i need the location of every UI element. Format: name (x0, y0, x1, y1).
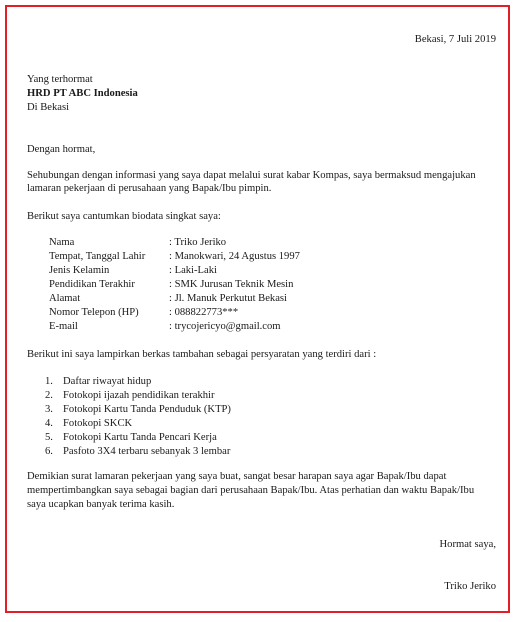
intro-line-2: lamaran pekerjaan di perusahaan yang Bapak/Ibu pimpin. (27, 183, 272, 194)
biodata-label: Tempat, Tanggal Lahir (49, 251, 146, 262)
biodata-intro: Berikut saya cantumkan biodata singkat saya: (27, 211, 221, 222)
attachment-item (45, 375, 151, 388)
biodata-row-gender (49, 264, 217, 277)
biodata-label: Alamat (49, 293, 81, 304)
biodata-value: : Triko Jeriko (169, 237, 227, 248)
recipient-salutation: Yang terhormat (27, 74, 93, 85)
attachment-number: 1. (45, 376, 53, 387)
biodata-row-name (49, 236, 226, 249)
biodata-row-education (49, 278, 293, 291)
attachment-text: Fotokopi SKCK (63, 418, 133, 429)
attachment-text: Fotokopi Kartu Tanda Pencari Kerja (63, 432, 217, 443)
attachment-text: Fotokopi Kartu Tanda Penduduk (KTP) (63, 404, 231, 415)
closing-line-2: mempertimbangkan saya sebagai bagian dari perusahaan Bapak/Ibu. Atas perhatian dan waktu Bapak/Ibu (27, 485, 475, 496)
intro-line-1: Sehubungan dengan informasi yang saya dapat melalui surat kabar Kompas, saya bermaksud mengajukan (27, 170, 476, 181)
biodata-label: Nomor Telepon (HP) (49, 307, 139, 318)
attachment-item (45, 389, 215, 402)
attachment-text: Daftar riwayat hidup (63, 376, 152, 387)
biodata-value: : Manokwari, 24 Agustus 1997 (169, 251, 300, 262)
biodata-value: : Jl. Manuk Perkutut Bekasi (169, 293, 287, 304)
attachment-text: Pasfoto 3X4 terbaru sebanyak 3 lembar (63, 446, 231, 457)
letter-date: Bekasi, 7 Juli 2019 (414, 34, 496, 45)
attachment-text: Fotokopi ijazah pendidikan terakhir (63, 390, 215, 401)
closing-line-3: saya ucapkan banyak terima kasih. (27, 499, 175, 510)
biodata-label: E-mail (49, 321, 78, 332)
signoff: Hormat saya, (439, 539, 496, 550)
greeting: Dengan hormat, (27, 144, 96, 155)
attachment-item (45, 431, 217, 444)
attachment-item (45, 445, 230, 458)
attachment-number: 5. (45, 432, 53, 443)
attachment-number: 3. (45, 404, 53, 415)
biodata-value: : 088822773*** (169, 307, 239, 318)
attachment-item (45, 403, 231, 416)
recipient-location: Di Bekasi (27, 102, 70, 113)
biodata-value: : trycojericyo@gmail.com (169, 321, 281, 332)
biodata-value: : SMK Jurusan Teknik Mesin (169, 279, 294, 290)
signature-name: Triko Jeriko (444, 581, 496, 592)
attachment-item (45, 417, 132, 430)
biodata-value: : Laki-Laki (169, 265, 217, 276)
biodata-label: Jenis Kelamin (49, 265, 110, 276)
attachment-number: 2. (45, 390, 53, 401)
biodata-row-phone (49, 306, 238, 319)
attachment-number: 6. (45, 446, 53, 457)
biodata-label: Pendidikan Terakhir (49, 279, 135, 290)
biodata-label: Nama (49, 237, 75, 248)
closing-line-1: Demikian surat lamaran pekerjaan yang saya buat, sangat besar harapan saya agar Bapak/Ibu dapat (27, 471, 447, 482)
attachments-intro: Berikut ini saya lampirkan berkas tambahan sebagai persyaratan yang terdiri dari : (27, 349, 377, 360)
recipient-name: HRD PT ABC Indonesia (27, 88, 138, 99)
biodata-row-email (49, 320, 281, 333)
biodata-row-birth (49, 250, 300, 263)
biodata-row-address (49, 292, 287, 305)
attachment-number: 4. (45, 418, 53, 429)
